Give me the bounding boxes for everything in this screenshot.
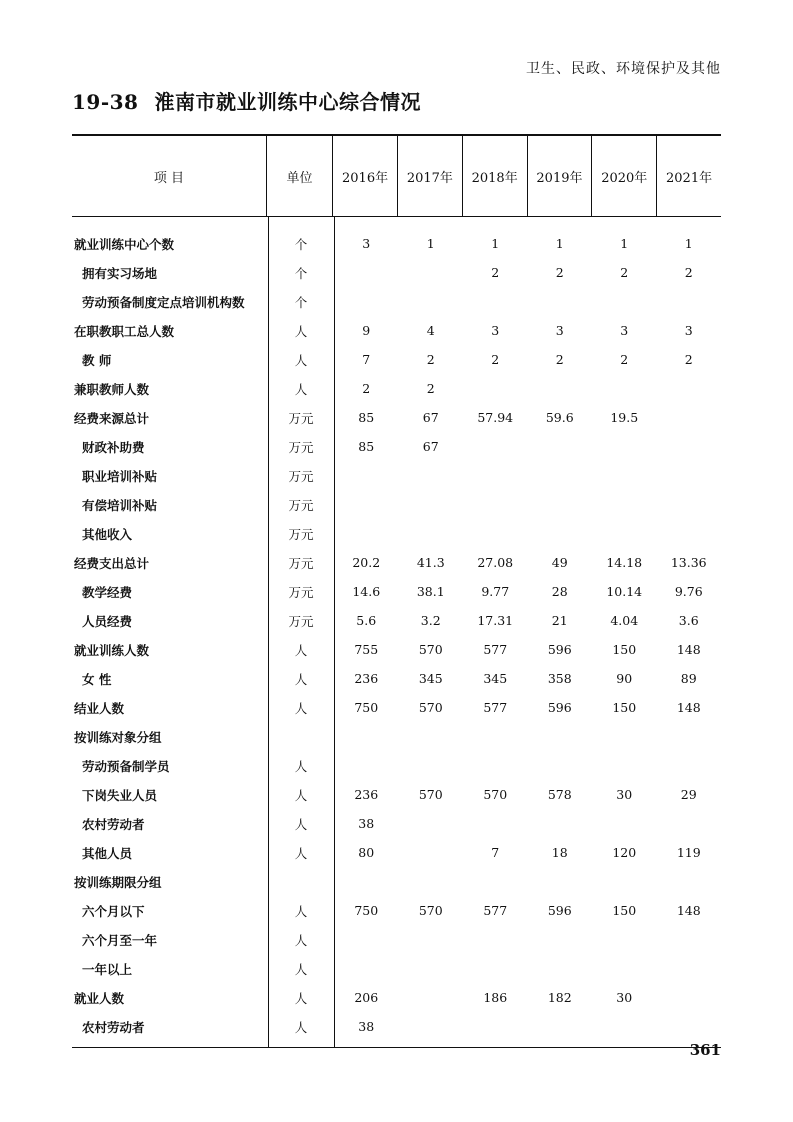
- row-unit: 万元: [288, 613, 314, 629]
- row-unit: 人: [294, 700, 308, 716]
- row-label: 经费支出总计: [74, 555, 150, 571]
- table-row: [72, 693, 721, 722]
- row-value: 5.6: [356, 613, 377, 628]
- row-value: 3: [555, 323, 564, 338]
- row-unit: 万元: [288, 439, 314, 455]
- row-label: 兼职教师人数: [74, 381, 150, 397]
- row-value: 577: [483, 642, 508, 657]
- row-label: 在职教职工总人数: [74, 323, 175, 339]
- row-unit: 个: [294, 294, 308, 310]
- row-value: 150: [612, 700, 637, 715]
- row-value: 1: [620, 236, 629, 251]
- row-label: 其他收入: [82, 526, 133, 542]
- table-row: [72, 345, 721, 374]
- row-value: 1: [555, 236, 564, 251]
- row-value: 570: [418, 700, 443, 715]
- row-value: 596: [547, 642, 572, 657]
- table-row: [72, 809, 721, 838]
- row-value: 755: [354, 642, 379, 657]
- row-value: 596: [547, 700, 572, 715]
- row-value: 67: [422, 439, 439, 454]
- row-unit: 万元: [288, 497, 314, 513]
- row-label: 教 师: [82, 352, 112, 368]
- row-value: 2: [426, 352, 435, 367]
- row-label: 按训练期限分组: [74, 874, 162, 890]
- row-value: 345: [418, 671, 443, 686]
- row-value: 49: [551, 555, 568, 570]
- row-unit: 人: [294, 758, 308, 774]
- row-label: 六个月至一年: [82, 932, 158, 948]
- row-value: 750: [354, 700, 379, 715]
- table-row: [72, 983, 721, 1012]
- row-label: 财政补助费: [82, 439, 145, 455]
- row-label: 女 性: [82, 671, 112, 687]
- row-value: 148: [676, 642, 701, 657]
- row-value: 18: [551, 845, 568, 860]
- table-row: [72, 432, 721, 461]
- row-value: 7: [491, 845, 500, 860]
- row-value: 596: [547, 903, 572, 918]
- row-value: 9.76: [674, 584, 703, 599]
- row-value: 2: [491, 352, 500, 367]
- header-year: 2016年: [332, 136, 397, 216]
- row-unit: 人: [294, 816, 308, 832]
- row-unit: 人: [294, 671, 308, 687]
- table-row: [72, 403, 721, 432]
- row-label: 其他人员: [82, 845, 133, 861]
- row-value: 19.5: [610, 410, 639, 425]
- header-unit: 单位: [266, 136, 332, 216]
- row-value: 4.04: [610, 613, 639, 628]
- row-value: 2: [620, 265, 629, 280]
- row-label: 就业训练人数: [74, 642, 150, 658]
- row-value: 89: [680, 671, 697, 686]
- table-row: [72, 867, 721, 896]
- table-row: [72, 896, 721, 925]
- row-value: 345: [483, 671, 508, 686]
- row-value: 150: [612, 642, 637, 657]
- header-item: 项 目: [153, 170, 185, 186]
- row-unit: 人: [294, 1019, 308, 1035]
- row-label: 按训练对象分组: [74, 729, 162, 745]
- row-label: 结业人数: [74, 700, 125, 716]
- row-value: 41.3: [416, 555, 445, 570]
- row-value: 17.31: [477, 613, 514, 628]
- table-row: [72, 548, 721, 577]
- row-value: 2: [362, 381, 371, 396]
- row-value: 67: [422, 410, 439, 425]
- row-label: 就业训练中心个数: [74, 236, 175, 252]
- row-value: 1: [491, 236, 500, 251]
- row-value: 3: [491, 323, 500, 338]
- row-unit: 人: [294, 932, 308, 948]
- row-label: 经费来源总计: [74, 410, 150, 426]
- row-value: 577: [483, 700, 508, 715]
- row-label: 拥有实习场地: [82, 265, 158, 281]
- row-value: 2: [426, 381, 435, 396]
- header-year: 2019年: [527, 136, 592, 216]
- row-value: 570: [418, 787, 443, 802]
- table-row: [72, 461, 721, 490]
- row-value: 30: [616, 990, 633, 1005]
- row-value: 85: [358, 439, 375, 454]
- row-label: 教学经费: [82, 584, 133, 600]
- row-value: 3.2: [420, 613, 441, 628]
- row-value: 14.18: [606, 555, 643, 570]
- row-unit: 人: [294, 352, 308, 368]
- section-header: 卫生、民政、环境保护及其他: [526, 61, 721, 77]
- row-value: 20.2: [352, 555, 381, 570]
- row-value: 2: [555, 265, 564, 280]
- table-body: [72, 217, 721, 1047]
- table-row: [72, 577, 721, 606]
- row-value: 38.1: [416, 584, 445, 599]
- row-label: 下岗失业人员: [82, 787, 158, 803]
- table-row: [72, 838, 721, 867]
- row-value: 148: [676, 700, 701, 715]
- row-value: 2: [684, 352, 693, 367]
- row-unit: 个: [294, 236, 308, 252]
- row-value: 2: [620, 352, 629, 367]
- row-value: 30: [616, 787, 633, 802]
- header-year: 2018年: [462, 136, 527, 216]
- row-unit: 人: [294, 845, 308, 861]
- row-label: 农村劳动者: [82, 816, 145, 832]
- row-value: 182: [547, 990, 572, 1005]
- stats-table: [72, 134, 721, 1048]
- row-unit: 个: [294, 265, 308, 281]
- row-label: 就业人数: [74, 990, 125, 1006]
- row-value: 9.77: [481, 584, 510, 599]
- row-value: 120: [612, 845, 637, 860]
- row-value: 358: [547, 671, 572, 686]
- row-value: 28: [551, 584, 568, 599]
- row-value: 2: [491, 265, 500, 280]
- row-unit: 万元: [288, 526, 314, 542]
- header-year: 2021年: [656, 136, 721, 216]
- row-value: 577: [483, 903, 508, 918]
- row-value: 27.08: [477, 555, 514, 570]
- row-label: 一年以上: [82, 961, 133, 977]
- row-value: 13.36: [670, 555, 707, 570]
- row-unit: 万元: [288, 410, 314, 426]
- row-value: 148: [676, 903, 701, 918]
- row-value: 2: [555, 352, 564, 367]
- row-value: 90: [616, 671, 633, 686]
- header-year: 2017年: [397, 136, 462, 216]
- row-value: 7: [362, 352, 371, 367]
- row-unit: 人: [294, 903, 308, 919]
- row-value: 150: [612, 903, 637, 918]
- page-number: 361: [689, 1041, 721, 1059]
- table-header-row: [72, 136, 721, 216]
- table-row: [72, 635, 721, 664]
- table-row: [72, 925, 721, 954]
- row-label: 有偿培训补贴: [82, 497, 158, 513]
- row-value: 29: [680, 787, 697, 802]
- row-value: 186: [483, 990, 508, 1005]
- row-value: 750: [354, 903, 379, 918]
- row-value: 14.6: [352, 584, 381, 599]
- table-row: [72, 490, 721, 519]
- row-value: 9: [362, 323, 371, 338]
- row-value: 570: [483, 787, 508, 802]
- row-value: 3.6: [678, 613, 699, 628]
- row-value: 236: [354, 671, 379, 686]
- row-value: 1: [426, 236, 435, 251]
- table-number: 19-38: [72, 90, 139, 114]
- row-unit: 人: [294, 381, 308, 397]
- table-row: [72, 780, 721, 809]
- table-bottom-rule: [72, 1047, 721, 1048]
- table-row: [72, 316, 721, 345]
- row-unit: 万元: [288, 468, 314, 484]
- row-unit: 人: [294, 642, 308, 658]
- row-unit: 人: [294, 323, 308, 339]
- row-value: 3: [362, 236, 371, 251]
- row-value: 85: [358, 410, 375, 425]
- header-year: 2020年: [591, 136, 656, 216]
- row-value: 4: [426, 323, 435, 338]
- row-value: 38: [358, 816, 375, 831]
- row-value: 21: [551, 613, 568, 628]
- row-value: 206: [354, 990, 379, 1005]
- row-value: 1: [684, 236, 693, 251]
- row-unit: 人: [294, 787, 308, 803]
- row-value: 3: [684, 323, 693, 338]
- table-row: [72, 374, 721, 403]
- row-value: 570: [418, 903, 443, 918]
- table-title: 淮南市就业训练中心综合情况: [154, 90, 421, 114]
- row-value: 10.14: [606, 584, 643, 599]
- table-row: [72, 664, 721, 693]
- row-label: 劳动预备制学员: [82, 758, 170, 774]
- row-label: 农村劳动者: [82, 1019, 145, 1035]
- row-label: 六个月以下: [82, 903, 145, 919]
- table-row: [72, 1012, 721, 1041]
- row-value: 57.94: [477, 410, 514, 425]
- row-label: 职业培训补贴: [82, 468, 158, 484]
- table-row: [72, 751, 721, 780]
- table-row: [72, 722, 721, 751]
- table-row: [72, 287, 721, 316]
- row-unit: 万元: [288, 584, 314, 600]
- row-value: 236: [354, 787, 379, 802]
- table-row: [72, 954, 721, 983]
- row-value: 570: [418, 642, 443, 657]
- table-row: [72, 258, 721, 287]
- table-row: [72, 229, 721, 258]
- table-row: [72, 519, 721, 548]
- row-value: 59.6: [545, 410, 574, 425]
- row-unit: 人: [294, 961, 308, 977]
- row-unit: 万元: [288, 555, 314, 571]
- row-label: 劳动预备制度定点培训机构数: [82, 294, 245, 310]
- row-value: 2: [684, 265, 693, 280]
- table-row: [72, 606, 721, 635]
- row-unit: 人: [294, 990, 308, 1006]
- row-value: 80: [358, 845, 375, 860]
- row-label: 人员经费: [82, 613, 133, 629]
- row-value: 38: [358, 1019, 375, 1034]
- row-value: 119: [676, 845, 701, 860]
- row-value: 578: [547, 787, 572, 802]
- page-title: [72, 86, 421, 115]
- row-value: 3: [620, 323, 629, 338]
